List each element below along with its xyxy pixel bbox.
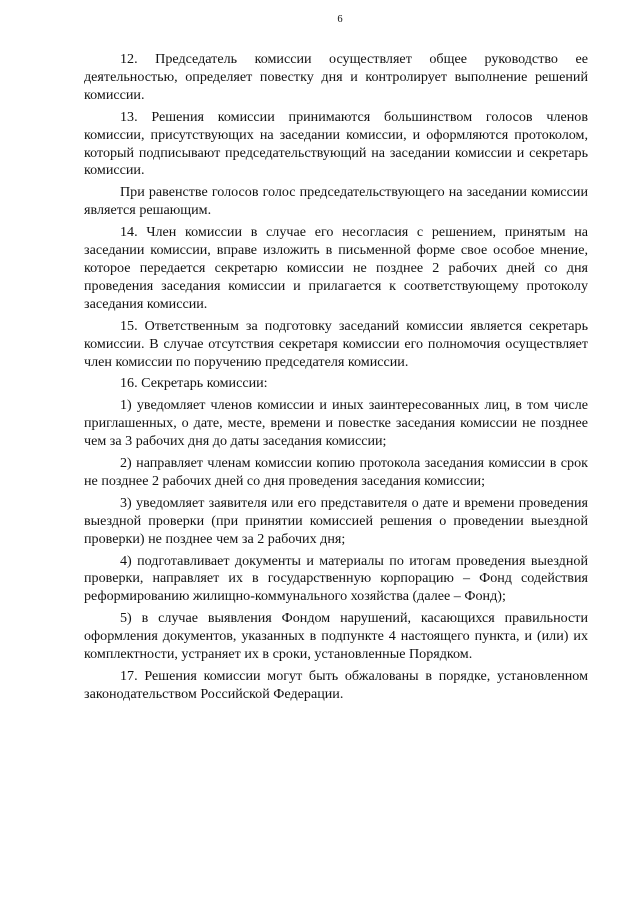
paragraph-16-item-4: 4) подготавливает документы и материалы по итогам проведения выездной проверки, направляет их в государственную корпорацию – Фонд содействия реформированию жилищно-коммунального хозяйства (далее – Фонд); — [84, 552, 588, 605]
paragraph-13-tie-vote: При равенстве голосов голос председательствующего на заседании комиссии является решающим. — [84, 184, 588, 219]
paragraph-16-heading: 16. Секретарь комиссии: — [120, 375, 268, 392]
paragraph-16-item-5: 5) в случае выявления Фондом нарушений, касающихся правильности оформления документов, указанных в подпункте 4 настоящего пункта, и (или) их комплектности, устраняет их в сроки, установленные Порядком. — [84, 610, 588, 663]
page-number: 6 — [337, 14, 343, 25]
paragraph-17: 17. Решения комиссии могут быть обжалованы в порядке, установленном законодательством Российской Федерации. — [84, 668, 588, 702]
paragraph-13: 13. Решения комиссии принимаются большинством голосов членов комиссии, присутствующих на заседании комиссии, и оформляются протоколом, который подписывают председательствующий на заседании комиссии и секретарь комиссии. — [84, 108, 588, 179]
paragraph-16-item-1: 1) уведомляет членов комиссии и иных заинтересованных лиц, в том числе приглашенных, о дате, месте, времени и повестке заседания комиссии не позднее чем за 3 рабочих дня до даты заседания комиссии; — [84, 397, 588, 450]
paragraph-12: 12. Председатель комиссии осуществляет общее руководство ее деятельностью, определяет повестку дня и контролирует выполнение решений комиссии. — [84, 51, 588, 103]
paragraph-15: 15. Ответственным за подготовку заседаний комиссии является секретарь комиссии. В случае отсутствия секретаря комиссии его полномочия осуществляет член комиссии по поручению председателя комиссии. — [84, 317, 588, 370]
paragraph-16-item-2: 2) направляет членам комиссии копию протокола заседания комиссии в срок не позднее 2 рабочих дней со дня проведения заседания комиссии; — [84, 455, 588, 489]
paragraph-16-item-3: 3) уведомляет заявителя или его представителя о дате и времени проведения выездной проверки (при принятии комиссией решения о проведении выездной проверки) не позднее чем за 2 рабочих дня; — [84, 494, 588, 547]
paragraph-14: 14. Член комиссии в случае его несогласия с решением, принятым на заседании комиссии, вправе изложить в письменной форме свое особое мнение, которое передается секретарю комиссии не позднее 2 рабочих дней со дня проведения заседания комиссии и прилагается к соответствующему протоколу заседания комиссии. — [84, 224, 588, 312]
